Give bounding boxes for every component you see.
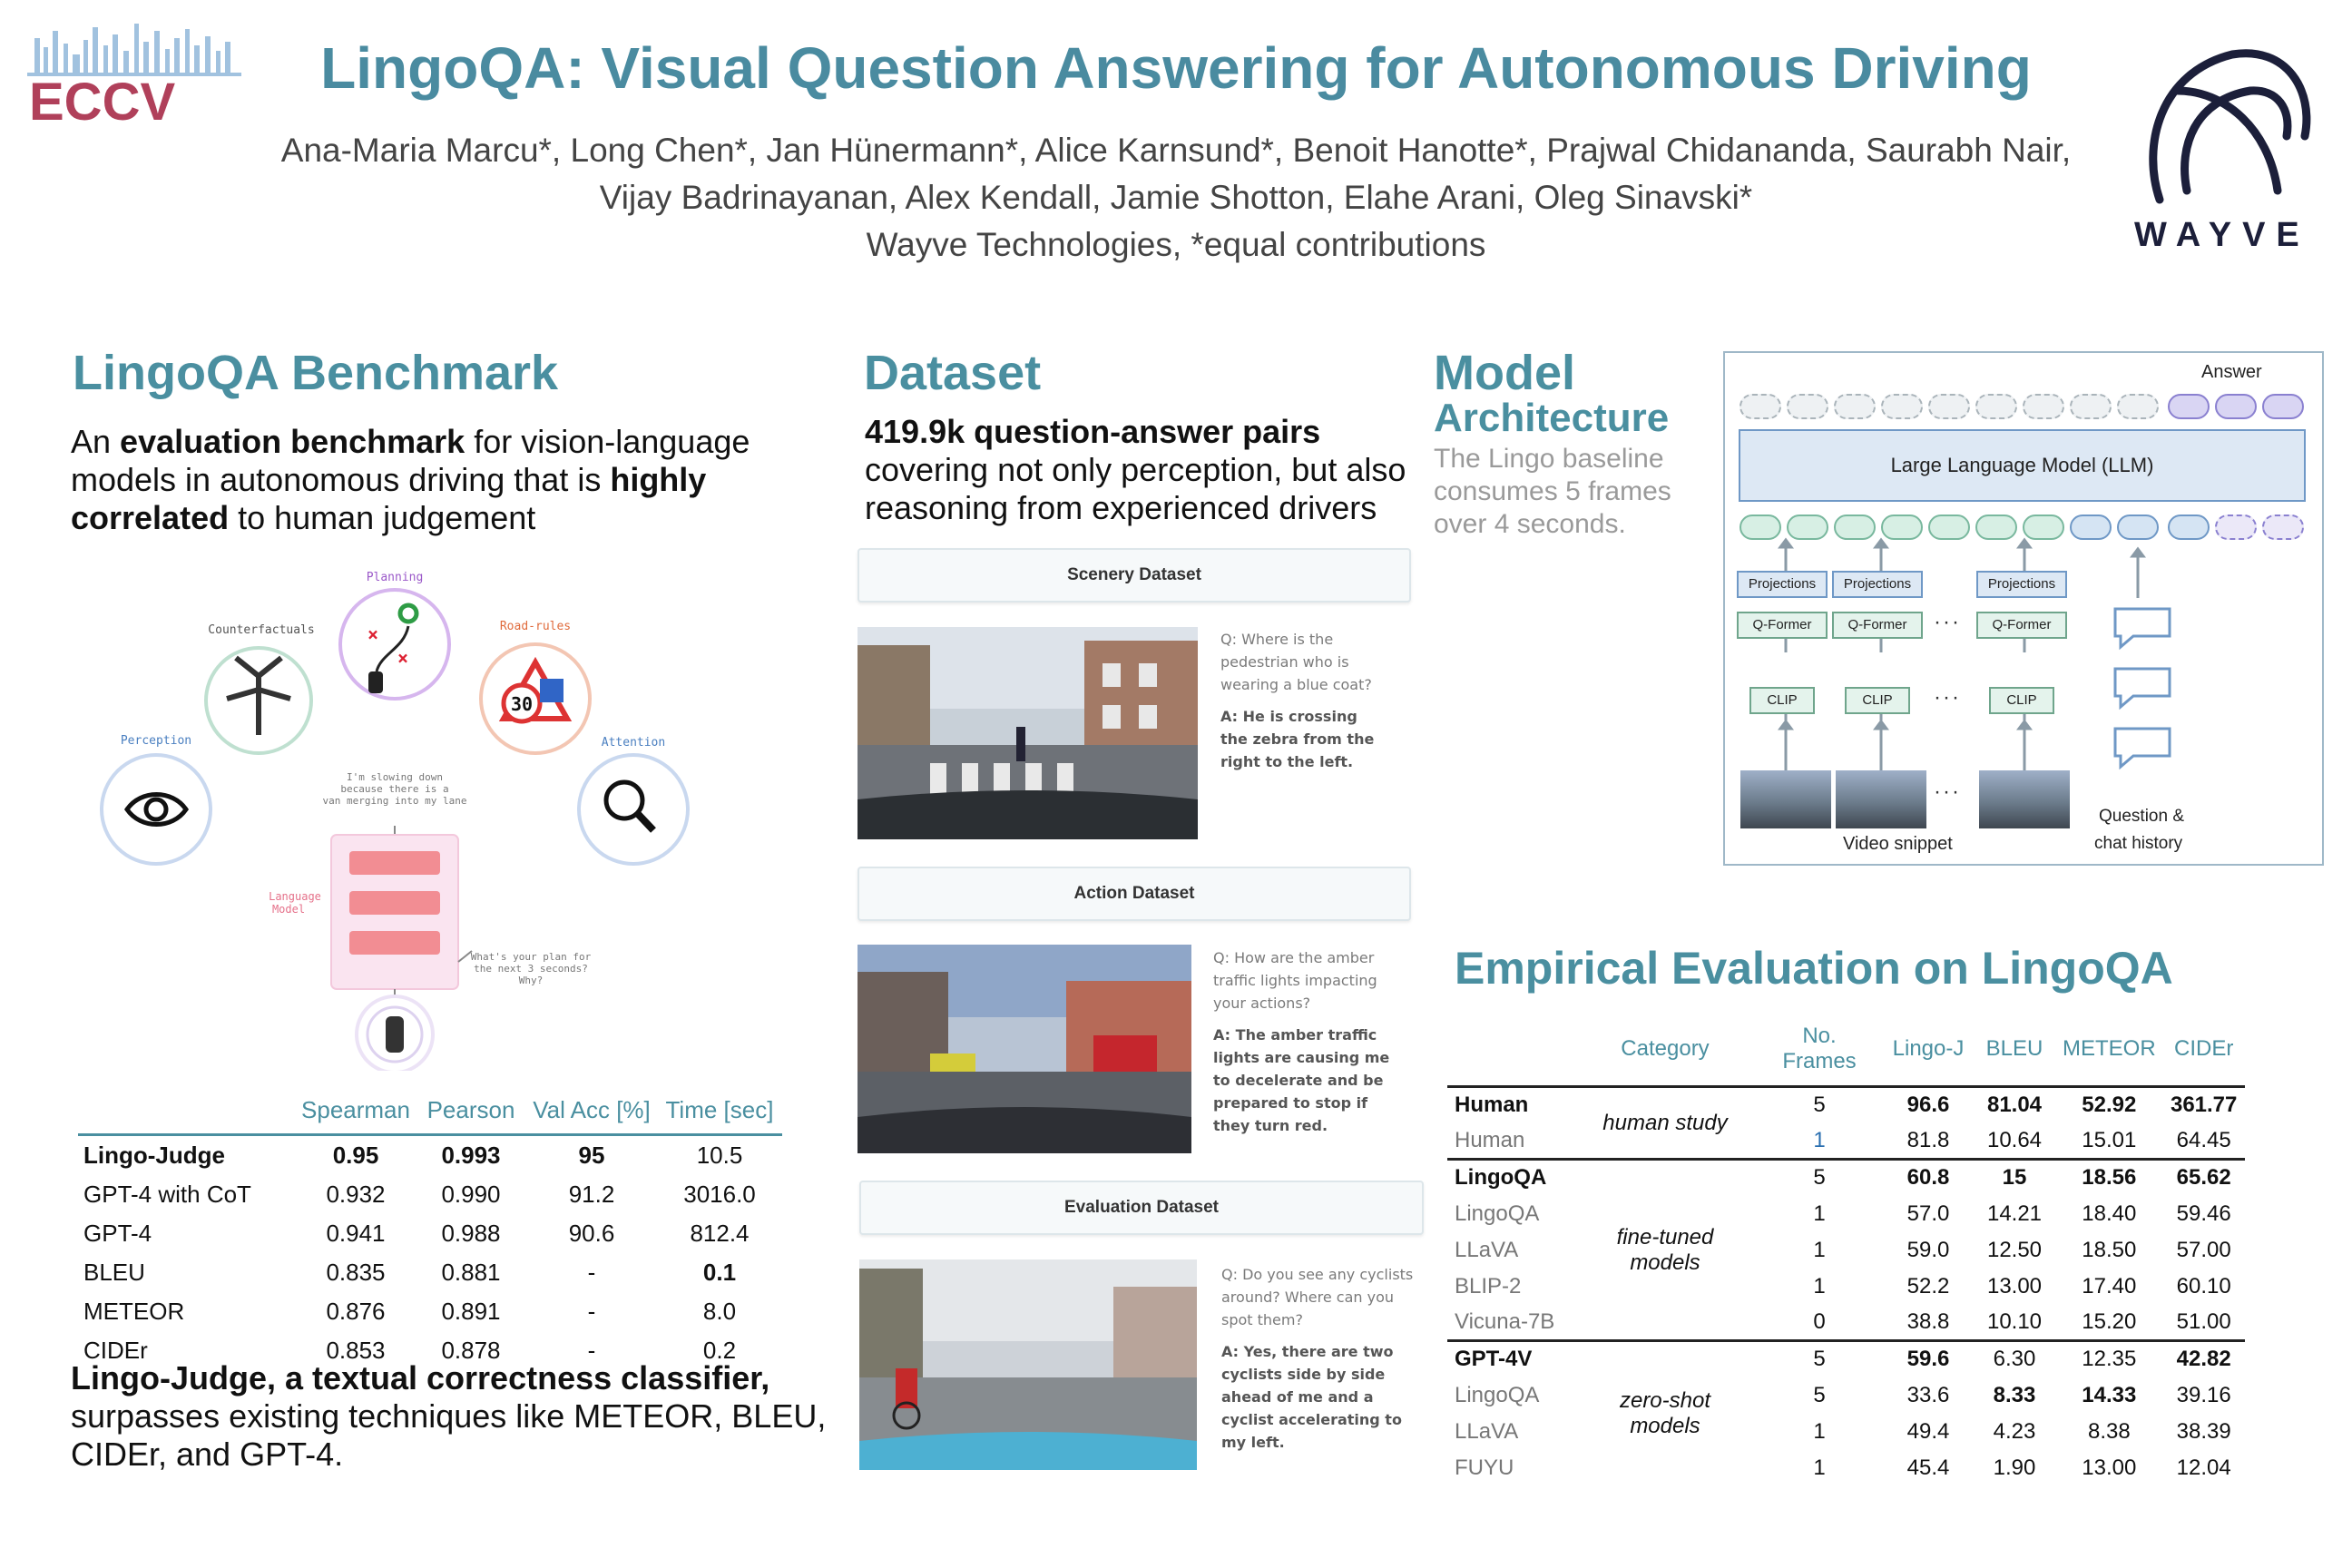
eval-cell: 60.8 xyxy=(1883,1160,1974,1196)
eval-category: fine-tuned models xyxy=(1574,1160,1756,1341)
eval-cell: BLIP-2 xyxy=(1455,1273,1522,1298)
eval-cell: LingoQA xyxy=(1447,1160,1574,1196)
qformer-box: Q-Former xyxy=(1976,612,2067,639)
scenery-photo xyxy=(858,627,1198,839)
eval-cell: 5 xyxy=(1756,1160,1883,1196)
bench-cell: 91.2 xyxy=(568,1181,615,1208)
bench-col-time: Time [sec] xyxy=(665,1096,774,1123)
intro-text-2: for vision-language models in autonomous driving that is xyxy=(71,423,750,498)
eval-col-model xyxy=(1447,1024,1574,1087)
eval-cell: 5 xyxy=(1756,1087,1883,1123)
eval-cell: 12.04 xyxy=(2176,1455,2231,1480)
bench-col-pearson: Pearson xyxy=(426,1096,515,1123)
eval-category: zero-shot models xyxy=(1574,1341,1756,1486)
scenery-qa xyxy=(1220,628,1388,773)
bench-cell: 90.6 xyxy=(568,1220,615,1247)
perception-circle xyxy=(102,755,211,864)
eval-col-frames: No. Frames xyxy=(1782,1024,1857,1073)
action-dataset-label: Action Dataset xyxy=(858,867,1411,921)
eval-cell: 14.21 xyxy=(1986,1200,2043,1226)
video-snippet-label: Video snippet xyxy=(1843,834,1953,854)
authors-line-1: Ana-Maria Marcu*, Long Chen*, Jan Hünermann*, Alice Karnsund*, Benoit Hanotte*, Prajwal Chidananda, Saurabh Nair, xyxy=(280,132,2072,169)
eval-cell: LingoQA xyxy=(1455,1200,1540,1226)
bench-row xyxy=(78,1214,782,1253)
eval-cell: 38.39 xyxy=(2176,1418,2231,1444)
bench-cell: 0.878 xyxy=(441,1337,501,1364)
svg-text:×: × xyxy=(368,623,379,645)
eval-row xyxy=(1447,1377,2245,1414)
eval-cell: 81.04 xyxy=(1974,1087,2055,1123)
eval-cell: 1 xyxy=(1813,1418,1826,1444)
eval-cell: 1 xyxy=(1813,1237,1826,1262)
bench-col-name xyxy=(78,1096,296,1135)
eval-cell: 65.62 xyxy=(2163,1160,2245,1196)
eval-cell: 39.16 xyxy=(2176,1382,2231,1407)
bench-row xyxy=(78,1175,782,1214)
eval-row xyxy=(1447,1160,2245,1196)
bench-cell: 0.853 xyxy=(326,1337,386,1364)
eval-cell: 38.8 xyxy=(1906,1308,1950,1334)
dataset-intro xyxy=(865,413,1427,527)
bench-cell: 0.993 xyxy=(416,1135,526,1176)
bench-cell: 0.2 xyxy=(702,1337,737,1364)
intro-bold-2: highly correlated xyxy=(71,461,707,536)
eval-row xyxy=(1447,1087,2245,1123)
bench-cell: METEOR xyxy=(83,1298,185,1325)
eval-cell: 4.23 xyxy=(1993,1418,2036,1444)
intro-text-1: An xyxy=(71,423,121,460)
language-model-label: Language Model xyxy=(269,890,321,916)
evaluation-title: Empirical Evaluation on LingoQA xyxy=(1455,943,2173,994)
bench-cell: 3016.0 xyxy=(683,1181,756,1208)
eval-cell: 1 xyxy=(1813,1127,1826,1152)
eval-cell: 12.35 xyxy=(2055,1341,2163,1377)
eval-cell: 57.00 xyxy=(2176,1237,2231,1262)
svg-text:×: × xyxy=(397,647,409,669)
scenery-dataset-label: Scenery Dataset xyxy=(858,548,1411,603)
eval-cell: 45.4 xyxy=(1906,1455,1950,1480)
eval-cell: 12.50 xyxy=(1986,1237,2043,1262)
eval-cell: 57.0 xyxy=(1906,1200,1950,1226)
bench-cell: 0.876 xyxy=(326,1298,386,1325)
bench-cell: - xyxy=(587,1259,596,1286)
bench-cell: GPT-4 xyxy=(83,1220,152,1247)
label-road-rules: Road-rules xyxy=(499,620,572,633)
eval-cell: 0 xyxy=(1813,1308,1826,1334)
eval-row xyxy=(1447,1414,2245,1450)
eval-row xyxy=(1447,1450,2245,1486)
label-perception: Perception xyxy=(120,734,192,748)
projections-box: Projections xyxy=(1976,571,2067,598)
qformer-box: Q-Former xyxy=(1737,612,1828,639)
answer-label: Answer xyxy=(2201,362,2262,382)
eval-cell: 51.00 xyxy=(2176,1308,2231,1334)
output-text: I'm slowing down because there is a van merging into my lane xyxy=(322,771,467,807)
chat-bubble-icons xyxy=(2115,609,2170,767)
eval-cell: 1 xyxy=(1813,1455,1826,1480)
input-text: What's your plan for the next 3 seconds? Why? xyxy=(470,951,592,986)
eval-cell: LLaVA xyxy=(1455,1237,1519,1262)
model-title: Model xyxy=(1434,346,1575,400)
benchmark-title: LingoQA Benchmark xyxy=(73,346,559,400)
eval-row xyxy=(1447,1269,2245,1305)
poster-title: LingoQA: Visual Question Answering for Autonomous Driving xyxy=(320,35,2032,101)
llm-block: Large Language Model (LLM) xyxy=(1739,429,2306,502)
benchmark-table-wrap xyxy=(78,1096,782,1370)
eval-cell: LLaVA xyxy=(1455,1418,1519,1444)
eval-col-meteor: METEOR xyxy=(2063,1036,2156,1061)
eval-cell: FUYU xyxy=(1455,1455,1514,1480)
bench-cell: GPT-4 with CoT xyxy=(83,1181,251,1208)
evaluation-table-wrap xyxy=(1447,1024,2245,1486)
authors-line-2: Vijay Badrinayanan, Alex Kendall, Jamie Shotton, Elahe Arani, Oleg Sinavski* xyxy=(599,179,1753,216)
eval-cell: 8.38 xyxy=(2087,1418,2131,1444)
bench-cell: BLEU xyxy=(83,1259,145,1286)
question-label: Question & xyxy=(2099,807,2184,826)
bench-row xyxy=(78,1135,782,1176)
eval-cell: 17.40 xyxy=(2082,1273,2137,1298)
eval-col-category: Category xyxy=(1621,1036,1710,1061)
eval-cell: 96.6 xyxy=(1883,1087,1974,1123)
clip-box: CLIP xyxy=(1749,687,1815,714)
evaluation-answer: A: Yes, there are two cyclists side by side ahead of me and a cyclist accelerating to my left. xyxy=(1221,1343,1402,1451)
eval-cell: GPT-4V xyxy=(1447,1341,1574,1377)
eval-cell: 15 xyxy=(1974,1160,2055,1196)
evaluation-qa xyxy=(1221,1263,1421,1454)
clip-box: CLIP xyxy=(1989,687,2054,714)
eval-cell: 59.0 xyxy=(1906,1237,1950,1262)
ellipsis: ··· xyxy=(1934,779,1961,804)
bench-cell: 0.932 xyxy=(326,1181,386,1208)
bench-cell: 8.0 xyxy=(702,1298,737,1325)
eval-cell: 18.56 xyxy=(2055,1160,2163,1196)
dataset-title: Dataset xyxy=(864,346,1042,400)
car-icon xyxy=(357,996,433,1071)
scenery-answer: A: He is crossing the zebra from the right to the left. xyxy=(1220,708,1375,770)
action-question: Q: How are the amber traffic lights impacting your actions? xyxy=(1213,949,1377,1012)
eval-cell: 18.40 xyxy=(2082,1200,2137,1226)
svg-text:30: 30 xyxy=(510,693,534,715)
bench-col-valacc: Val Acc [%] xyxy=(533,1096,651,1123)
label-attention: Attention xyxy=(601,736,666,750)
action-photo xyxy=(858,945,1191,1153)
eval-col-lingo: Lingo-J xyxy=(1892,1036,1965,1061)
benchmark-conclusion xyxy=(71,1359,833,1474)
action-qa xyxy=(1213,946,1404,1137)
eval-cell: 13.00 xyxy=(1986,1273,2043,1298)
benchmark-diagram xyxy=(91,563,726,1071)
eval-cell: 1.90 xyxy=(1993,1455,2036,1480)
bench-cell: 0.891 xyxy=(441,1298,501,1325)
eval-cell: 60.10 xyxy=(2176,1273,2231,1298)
evaluation-question: Q: Do you see any cyclists around? Where can you spot them? xyxy=(1221,1266,1414,1328)
eval-cell: 81.8 xyxy=(1906,1127,1950,1152)
ellipsis: ··· xyxy=(1934,610,1961,634)
wayve-logo-text: WAYVE xyxy=(2134,216,2310,254)
bench-col-spearman: Spearman xyxy=(301,1096,410,1123)
action-answer: A: The amber traffic lights are causing me to decelerate and be prepared to stop if they turn red. xyxy=(1213,1026,1390,1134)
model-title-2: Architecture xyxy=(1434,396,1670,440)
eval-cell: 13.00 xyxy=(2082,1455,2137,1480)
projections-box: Projections xyxy=(1737,571,1828,598)
bench-cell: 10.5 xyxy=(657,1135,782,1176)
intro-bold-1: evaluation benchmark xyxy=(120,423,466,460)
eval-cell: 5 xyxy=(1813,1382,1826,1407)
bench-cell: 0.881 xyxy=(441,1259,501,1286)
eval-cell: 10.10 xyxy=(1986,1308,2043,1334)
eval-row xyxy=(1447,1196,2245,1232)
projections-box: Projections xyxy=(1832,571,1923,598)
eval-col-cider: CIDEr xyxy=(2174,1036,2234,1061)
eval-cell: 1 xyxy=(1813,1273,1826,1298)
eval-cell: 15.20 xyxy=(2082,1308,2137,1334)
conclusion-bold: Lingo-Judge, a textual correctness classifier, xyxy=(71,1359,770,1396)
clip-box: CLIP xyxy=(1845,687,1910,714)
intro-text-3: to human judgement xyxy=(229,499,536,536)
scenery-question: Q: Where is the pedestrian who is wearing a blue coat? xyxy=(1220,631,1372,693)
bench-row xyxy=(78,1292,782,1331)
bench-cell: 0.95 xyxy=(296,1135,416,1176)
wayve-logo xyxy=(2123,36,2323,263)
bench-cell: 95 xyxy=(526,1135,657,1176)
bench-row xyxy=(78,1253,782,1292)
bench-cell: 812.4 xyxy=(690,1220,750,1247)
benchmark-intro xyxy=(71,423,797,537)
bench-cell: 0.990 xyxy=(441,1181,501,1208)
eval-cell: 49.4 xyxy=(1906,1418,1950,1444)
eval-cell: 14.33 xyxy=(2082,1382,2137,1407)
bench-cell: 0.941 xyxy=(326,1220,386,1247)
eval-cell: 15.01 xyxy=(2082,1127,2137,1152)
bench-cell: CIDEr xyxy=(83,1337,148,1364)
bench-cell: 0.1 xyxy=(702,1259,737,1286)
evaluation-table xyxy=(1447,1024,2245,1486)
eval-cell: 8.33 xyxy=(1993,1382,2036,1407)
video-frame xyxy=(1979,770,2070,828)
conclusion-rest: surpasses existing techniques like METEOR, BLEU, CIDEr, and GPT-4. xyxy=(71,1397,827,1473)
eval-cell: 52.92 xyxy=(2055,1087,2163,1123)
eccv-logo-text: ECCV xyxy=(29,73,176,127)
eval-cell: 361.77 xyxy=(2163,1087,2245,1123)
bench-cell: - xyxy=(587,1298,596,1325)
benchmark-table xyxy=(78,1096,782,1370)
eval-cell: 6.30 xyxy=(1974,1341,2055,1377)
bench-cell: 0.988 xyxy=(441,1220,501,1247)
eval-row xyxy=(1447,1305,2245,1341)
dataset-bold: 419.9k question-answer pairs xyxy=(865,413,1321,450)
video-frame xyxy=(1740,770,1831,828)
eval-cell: Human xyxy=(1455,1127,1525,1152)
model-description: The Lingo baseline consumes 5 frames over 4 seconds. xyxy=(1434,444,1671,539)
bench-cell: 0.835 xyxy=(326,1259,386,1286)
eval-cell: 1 xyxy=(1813,1200,1826,1226)
label-counterfactuals: Counterfactuals xyxy=(208,623,315,637)
dataset-rest: covering not only perception, but also reasoning from experienced drivers xyxy=(865,451,1406,526)
affiliation: Wayve Technologies, *equal contributions xyxy=(866,226,1486,263)
eval-cell: 18.50 xyxy=(2082,1237,2137,1262)
attention-circle xyxy=(579,755,688,864)
eval-cell: 59.6 xyxy=(1883,1341,1974,1377)
eval-cell: 33.6 xyxy=(1906,1382,1950,1407)
eval-cell: 10.64 xyxy=(1986,1127,2043,1152)
eval-cell: 59.46 xyxy=(2176,1200,2231,1226)
qformer-box: Q-Former xyxy=(1832,612,1923,639)
planning-circle xyxy=(340,590,449,699)
eval-row xyxy=(1447,1232,2245,1269)
bench-cell: Lingo-Judge xyxy=(78,1135,296,1176)
eval-row xyxy=(1447,1341,2245,1377)
evaluation-dataset-label: Evaluation Dataset xyxy=(859,1181,1424,1235)
eval-cell: 42.82 xyxy=(2163,1341,2245,1377)
ellipsis: ··· xyxy=(1934,685,1961,710)
label-planning: Planning xyxy=(366,571,424,584)
eval-cell: Vicuna-7B xyxy=(1455,1308,1555,1334)
eval-category: human study xyxy=(1574,1087,1756,1160)
eval-cell: 5 xyxy=(1756,1341,1883,1377)
eval-cell: Human xyxy=(1447,1087,1574,1123)
eval-cell: 52.2 xyxy=(1906,1273,1950,1298)
chat-history-label: chat history xyxy=(2094,834,2183,853)
bench-cell: - xyxy=(587,1337,596,1364)
video-frame xyxy=(1836,770,1926,828)
architecture-diagram xyxy=(1723,351,2324,866)
eval-col-bleu: BLEU xyxy=(1985,1036,2043,1061)
evaluation-photo xyxy=(859,1259,1197,1470)
eval-cell: LingoQA xyxy=(1455,1382,1540,1407)
eval-cell: 64.45 xyxy=(2176,1127,2231,1152)
eval-row xyxy=(1447,1123,2245,1160)
